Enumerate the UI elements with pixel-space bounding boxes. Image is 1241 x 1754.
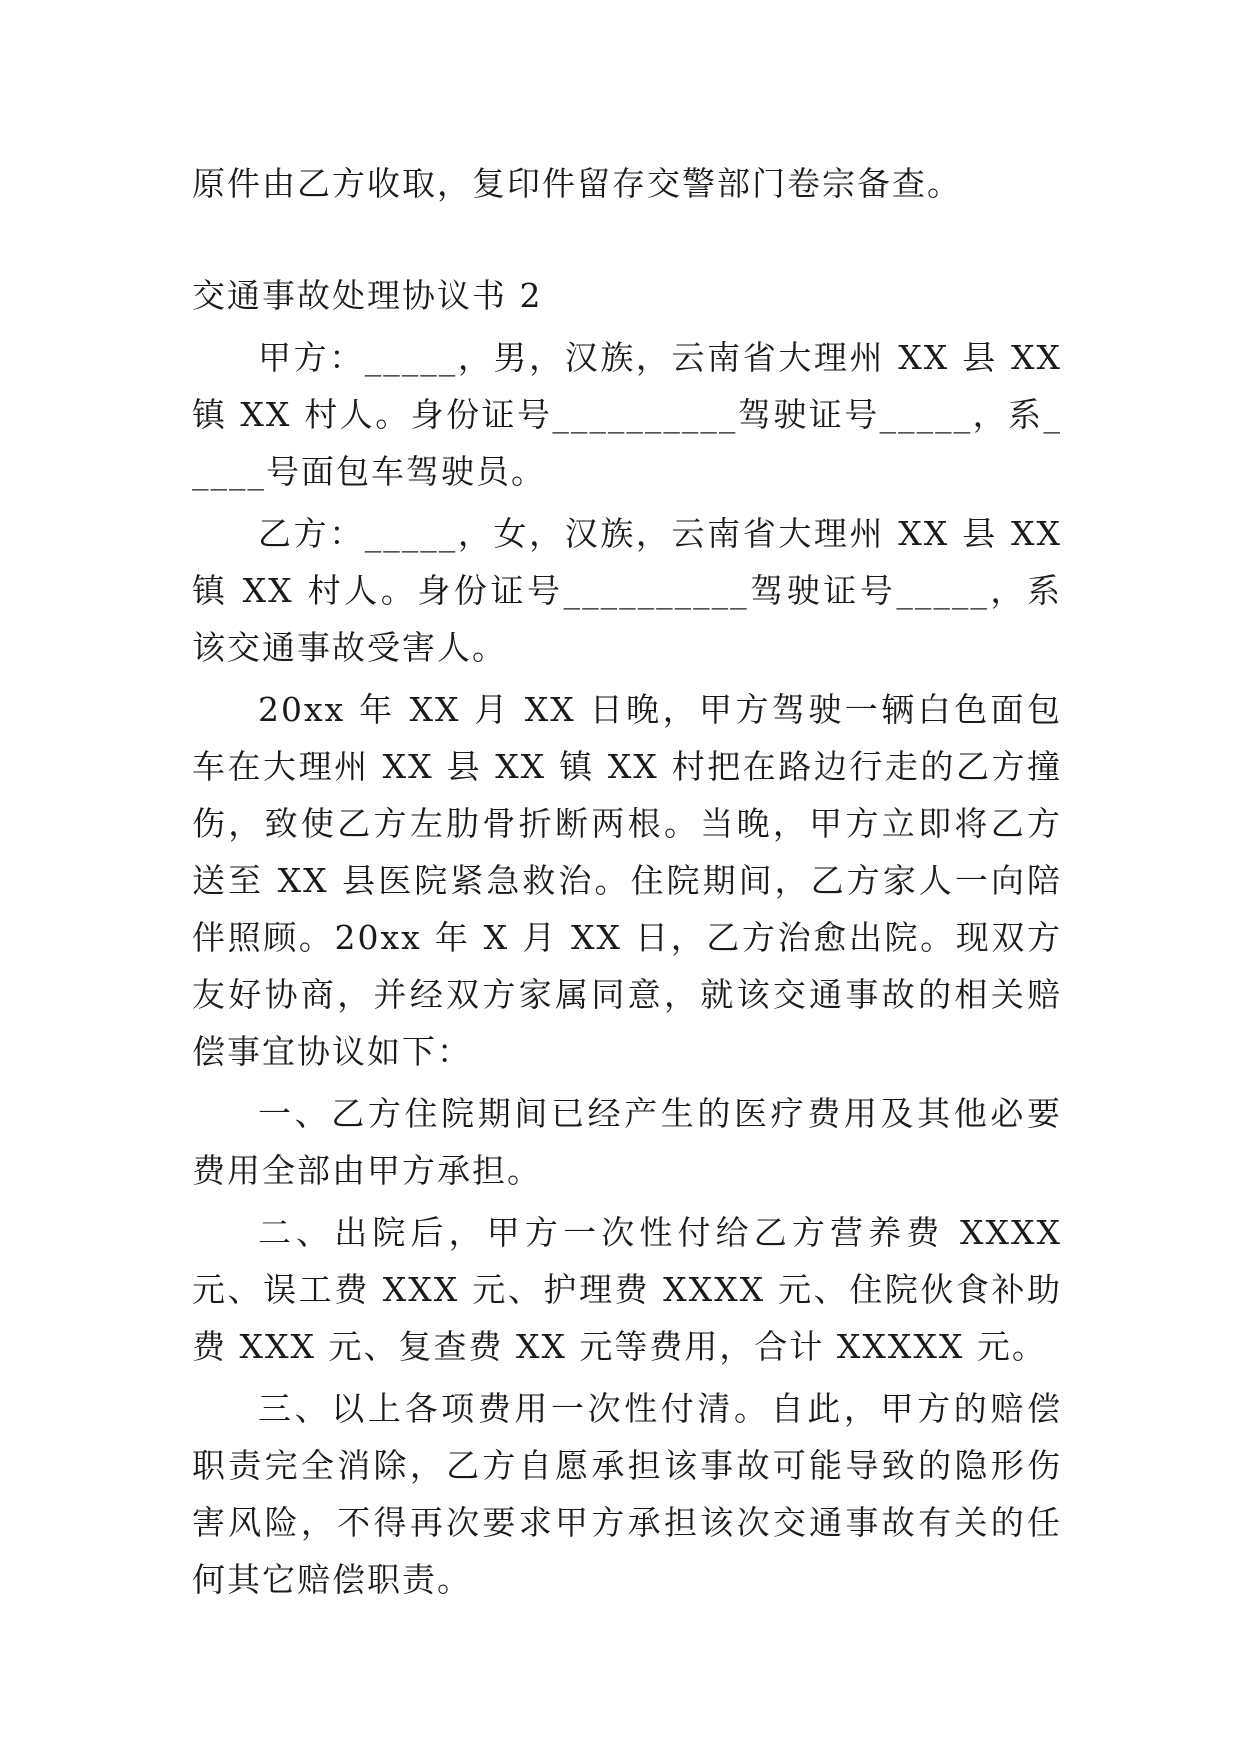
party-a-paragraph: 甲方：_____，男，汉族，云南省大理州 XX 县 XX 镇 XX 村人。身份证号__________驾驶证号_____，系_____号面包车驾驶员。 [192, 338, 1062, 491]
continuation-paragraph: 原件由乙方收取，复印件留存交警部门卷宗备查。 [192, 164, 962, 203]
document-body [192, 155, 1062, 1608]
clause-1-paragraph: 一、乙方住院期间已经产生的医疗费用及其他必要费用全部由甲方承担。 [192, 1094, 1062, 1190]
clause-2-paragraph: 二、出院后，甲方一次性付给乙方营养费 XXXX 元、误工费 XXX 元、护理费 XXXX 元、住院伙食补助费 XXX 元、复查费 XX 元等费用，合计 XXXXX 元。 [192, 1213, 1062, 1366]
clause-3-paragraph: 三、以上各项费用一次性付清。自此，甲方的赔偿职责完全消除，乙方自愿承担该事故可能导致的隐形伤害风险，不得再次要求甲方承担该次交通事故有关的任何其它赔偿职责。 [192, 1389, 1062, 1599]
incident-paragraph: 20xx 年 XX 月 XX 日晚，甲方驾驶一辆白色面包车在大理州 XX 县 XX 镇 XX 村把在路边行走的乙方撞伤，致使乙方左肋骨折断两根。当晚，甲方立即将乙方送至 XX 县医院紧急救治。住院期间，乙方家人一向陪伴照顾。20xx 年 X 月 XX 日，乙方治愈出院。现双方友好协商，并经双方家属同意，就该交通事故的相关赔偿事宜协议如下： [192, 690, 1062, 1071]
party-b-paragraph: 乙方：_____，女，汉族，云南省大理州 XX 县 XX 镇 XX 村人。身份证号__________驾驶证号_____，系该交通事故受害人。 [192, 514, 1062, 667]
agreement-title: 交通事故处理协议书 2 [192, 276, 543, 315]
